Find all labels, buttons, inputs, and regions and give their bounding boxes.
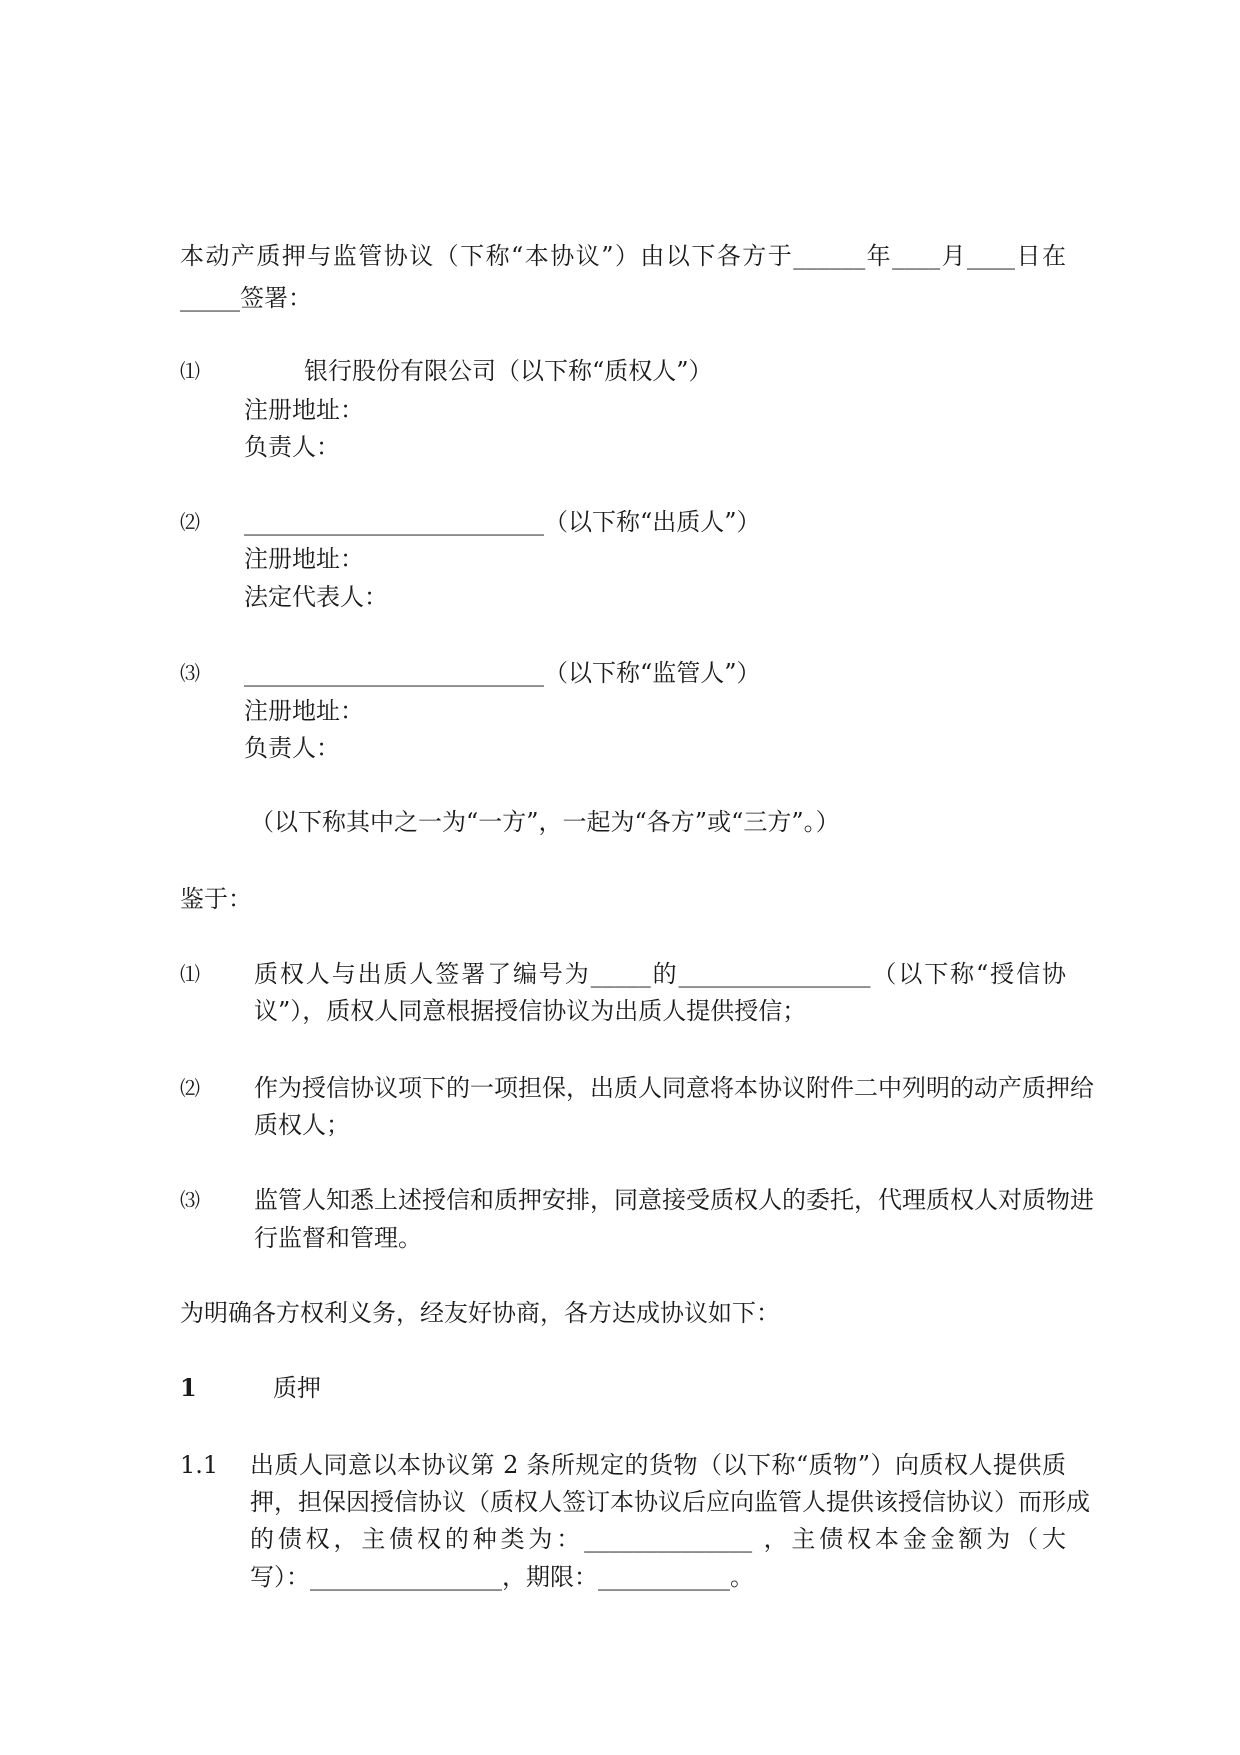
party-3-name-line	[244, 657, 761, 689]
whereas-item-2-line-1: 作为授信协议项下的一项担保，出质人同意将本协议附件二中列明的动产质押给	[254, 1074, 1094, 1102]
party-2-address-label: 注册地址：	[244, 545, 364, 573]
party-1-address-label: 注册地址：	[244, 396, 364, 424]
party-2-name-blank: _________________________	[244, 508, 544, 536]
whereas-item-3-line-1: 监管人知悉上述授信和质押安排，同意接受质权人的委托，代理质权人对质物进	[254, 1186, 1094, 1214]
party-3-name-blank: _________________________	[244, 659, 544, 687]
whereas-item-1-number: ⑴	[180, 962, 200, 986]
whereas-heading: 鉴于：	[180, 885, 252, 913]
preamble-line-2: _____签署：	[180, 284, 312, 312]
preamble-line-1: 本动产质押与监管协议（下称“本协议”）由以下各方于______年____月____日在	[180, 242, 1066, 270]
whereas-item-3-line-2: 行监督和管理。	[254, 1224, 422, 1252]
whereas-item-3-number: ⑶	[180, 1188, 200, 1212]
party-2-representative-label: 法定代表人：	[244, 583, 388, 611]
section-1-title: 质押	[273, 1374, 321, 1402]
party-2-role: （以下称“出质人”）	[544, 508, 761, 536]
party-3-address-label: 注册地址：	[244, 697, 364, 725]
party-1-representative-label: 负责人：	[244, 433, 340, 461]
clause-1-1-line-4: 写）：________________，期限：___________。	[250, 1563, 754, 1591]
whereas-item-1-line-1: 质权人与出质人签署了编号为_____的________________（以下称“授信协	[254, 960, 1066, 988]
party-1-number: ⑴	[180, 359, 200, 383]
section-1-number: 1	[180, 1373, 197, 1402]
whereas-item-1-line-2: 议”），质权人同意根据授信协议为出质人提供授信；	[254, 997, 807, 1025]
party-3-role: （以下称“监管人”）	[544, 659, 761, 687]
party-1-name: 银行股份有限公司（以下称“质权人”）	[304, 357, 713, 385]
whereas-item-2-line-2: 质权人；	[254, 1111, 350, 1139]
party-3-number: ⑶	[180, 661, 200, 685]
agreement-intro: 为明确各方权利义务，经友好协商，各方达成协议如下：	[180, 1299, 780, 1327]
party-3-representative-label: 负责人：	[244, 734, 340, 762]
clause-1-1-number: 1.1	[180, 1451, 219, 1479]
parties-note: （以下称其中之一为“一方”，一起为“各方”或“三方”。）	[250, 808, 840, 836]
clause-1-1-line-1: 出质人同意以本协议第 2 条所规定的货物（以下称“质物”）向质权人提供质	[250, 1451, 1066, 1479]
party-2-number: ⑵	[180, 510, 200, 534]
clause-1-1-line-3: 的债权，主债权的种类为：______________ ，主债权本金金额为（大	[250, 1525, 1066, 1553]
whereas-item-2-number: ⑵	[180, 1076, 200, 1100]
party-2-name-line	[244, 506, 761, 538]
clause-1-1-line-2: 押，担保因授信协议（质权人签订本协议后应向监管人提供该授信协议）而形成	[250, 1488, 1090, 1516]
